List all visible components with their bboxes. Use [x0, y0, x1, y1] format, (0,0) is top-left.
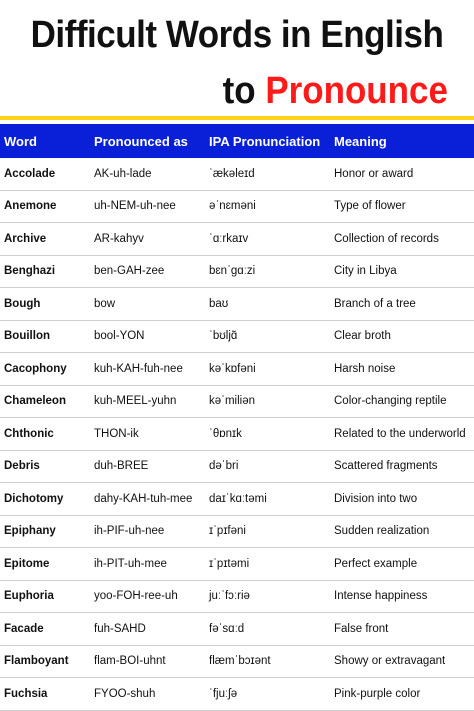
header-meaning: Meaning	[330, 124, 474, 158]
word-cell: Accolade	[0, 158, 90, 190]
pronounced-as-cell: fuh-SAHD	[90, 613, 205, 646]
word-cell: Epiphany	[0, 515, 90, 548]
ipa-cell: ɪˈpɪtəmi	[205, 548, 330, 581]
ipa-cell: kəˈmiliən	[205, 385, 330, 418]
page-subtitle	[223, 68, 448, 114]
pronounced-as-cell: kuh-MEEL-yuhn	[90, 385, 205, 418]
page-title: Difficult Words in English	[30, 14, 444, 56]
meaning-cell: Color-changing reptile	[330, 385, 474, 418]
pronounced-as-cell: ih-PIT-uh-mee	[90, 548, 205, 581]
meaning-cell: Perfect example	[330, 548, 474, 581]
title-divider	[0, 116, 474, 120]
subtitle-highlight: Pronounce	[265, 70, 448, 112]
meaning-cell: Division into two	[330, 483, 474, 516]
meaning-cell: Harsh noise	[330, 353, 474, 386]
meaning-cell: Type of flower	[330, 190, 474, 223]
word-cell: Fuchsia	[0, 678, 90, 711]
word-cell: Flamboyant	[0, 645, 90, 678]
word-cell: Bough	[0, 288, 90, 321]
word-cell: Archive	[0, 223, 90, 256]
title-banner	[0, 0, 474, 116]
ipa-cell: fəˈsɑːd	[205, 613, 330, 646]
pronounced-as-cell: THON-ik	[90, 418, 205, 451]
ipa-cell: ˈækəleɪd	[205, 158, 330, 190]
pronounced-as-cell: uh-NEM-uh-nee	[90, 190, 205, 223]
ipa-cell: ɪˈpɪfəni	[205, 515, 330, 548]
word-cell: Bouillon	[0, 320, 90, 353]
pronunciation-table	[0, 124, 474, 711]
table-row	[0, 320, 474, 353]
pronounced-as-cell: ih-PIF-uh-nee	[90, 515, 205, 548]
table-row	[0, 223, 474, 256]
meaning-cell: Scattered fragments	[330, 450, 474, 483]
table-row	[0, 385, 474, 418]
word-cell: Chthonic	[0, 418, 90, 451]
pronounced-as-cell: yoo-FOH-ree-uh	[90, 580, 205, 613]
meaning-cell: Showy or extravagant	[330, 645, 474, 678]
ipa-cell: əˈnɛməni	[205, 190, 330, 223]
table-row	[0, 190, 474, 223]
word-cell: Benghazi	[0, 255, 90, 288]
word-cell: Chameleon	[0, 385, 90, 418]
meaning-cell: City in Libya	[330, 255, 474, 288]
pronounced-as-cell: ben-GAH-zee	[90, 255, 205, 288]
subtitle-prefix: to	[222, 70, 266, 112]
table-row	[0, 645, 474, 678]
word-cell: Dichotomy	[0, 483, 90, 516]
table-row	[0, 255, 474, 288]
table-header-row	[0, 124, 474, 158]
meaning-cell: Branch of a tree	[330, 288, 474, 321]
ipa-cell: ˈbʊljɑ̃	[205, 320, 330, 353]
ipa-cell: baʊ	[205, 288, 330, 321]
table-row	[0, 580, 474, 613]
table-row	[0, 158, 474, 190]
meaning-cell: False front	[330, 613, 474, 646]
header-ipa: IPA Pronunciation	[205, 124, 330, 158]
meaning-cell: Collection of records	[330, 223, 474, 256]
table-row	[0, 515, 474, 548]
pronounced-as-cell: dahy-KAH-tuh-mee	[90, 483, 205, 516]
meaning-cell: Sudden realization	[330, 515, 474, 548]
meaning-cell: Related to the underworld	[330, 418, 474, 451]
ipa-cell: daɪˈkɑːtəmi	[205, 483, 330, 516]
word-cell: Anemone	[0, 190, 90, 223]
pronounced-as-cell: kuh-KAH-fuh-nee	[90, 353, 205, 386]
pronounced-as-cell: bool-YON	[90, 320, 205, 353]
table-row	[0, 353, 474, 386]
header-pronounced-as: Pronounced as	[90, 124, 205, 158]
ipa-cell: ˈɑːrkaɪv	[205, 223, 330, 256]
pronounced-as-cell: duh-BREE	[90, 450, 205, 483]
table-row	[0, 548, 474, 581]
ipa-cell: kəˈkɒfəni	[205, 353, 330, 386]
table-row	[0, 288, 474, 321]
ipa-cell: ˈfjuːʃə	[205, 678, 330, 711]
pronounced-as-cell: FYOO-shuh	[90, 678, 205, 711]
table-row	[0, 483, 474, 516]
word-cell: Cacophony	[0, 353, 90, 386]
meaning-cell: Intense happiness	[330, 580, 474, 613]
ipa-cell: juːˈfɔːriə	[205, 580, 330, 613]
meaning-cell: Clear broth	[330, 320, 474, 353]
table-row	[0, 678, 474, 711]
pronounced-as-cell: AK-uh-lade	[90, 158, 205, 190]
ipa-cell: bɛnˈɡɑːzi	[205, 255, 330, 288]
ipa-cell: flæmˈbɔɪənt	[205, 645, 330, 678]
ipa-cell: dəˈbri	[205, 450, 330, 483]
ipa-cell: ˈθɒnɪk	[205, 418, 330, 451]
header-word: Word	[0, 124, 90, 158]
pronounced-as-cell: AR-kahyv	[90, 223, 205, 256]
word-cell: Debris	[0, 450, 90, 483]
pronounced-as-cell: bow	[90, 288, 205, 321]
word-cell: Epitome	[0, 548, 90, 581]
table-row	[0, 613, 474, 646]
table-row	[0, 418, 474, 451]
pronounced-as-cell: flam-BOI-uhnt	[90, 645, 205, 678]
meaning-cell: Pink-purple color	[330, 678, 474, 711]
word-cell: Facade	[0, 613, 90, 646]
table-row	[0, 450, 474, 483]
meaning-cell: Honor or award	[330, 158, 474, 190]
word-cell: Euphoria	[0, 580, 90, 613]
